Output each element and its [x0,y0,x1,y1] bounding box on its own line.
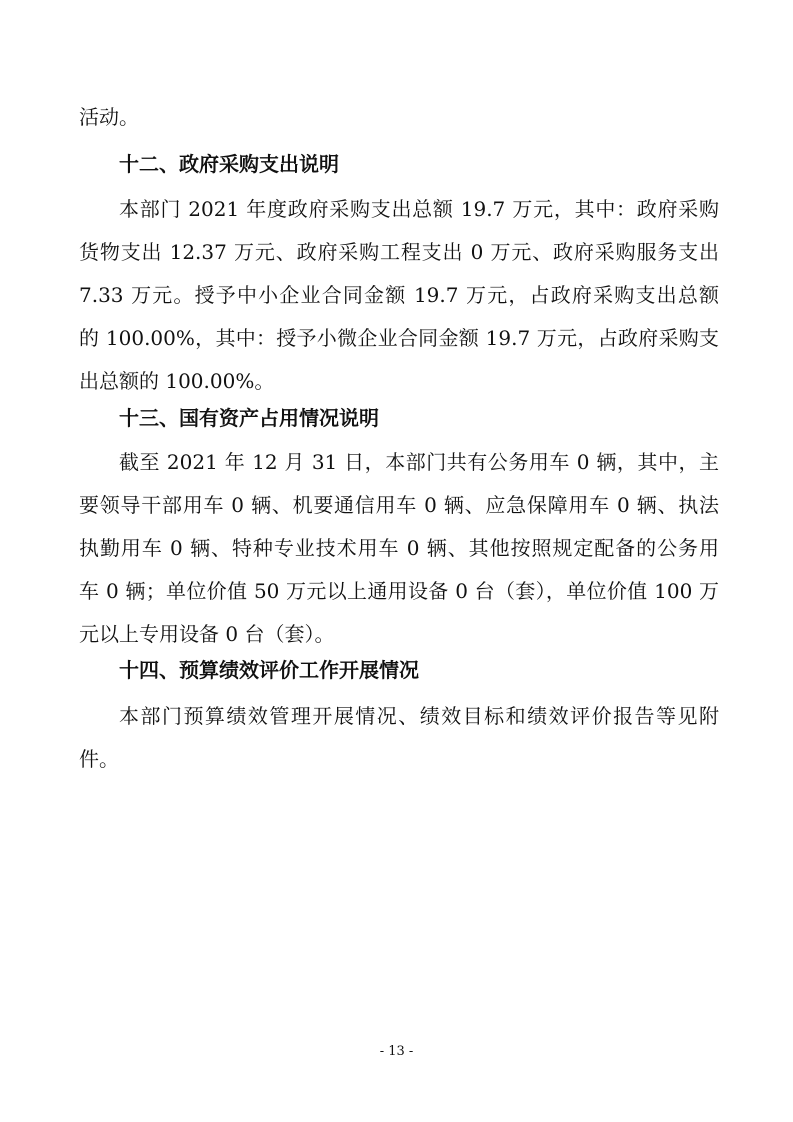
body-line: 元以上专用设备 0 台（套）。 [79,622,335,646]
body-line: 件。 [79,747,119,771]
body-line: 本部门 2021 年度政府采购支出总额 19.7 万元，其中：政府采购 [119,197,719,221]
body-line: 7.33 万元。授予中小企业合同金额 19.7 万元，占政府采购支出总额 [79,283,719,307]
body-line: 车 0 辆；单位价值 50 万元以上通用设备 0 台（套），单位价值 100 万 [79,579,719,603]
body-line: 货物支出 12.37 万元、政府采购工程支出 0 万元、政府采购服务支出 [79,240,719,264]
body-line: 截至 2021 年 12 月 31 日，本部门共有公务用车 0 辆，其中，主 [119,450,719,474]
body-line: 活动。 [79,105,139,129]
body-line: 出总额的 100.00%。 [79,369,275,393]
section-heading-procurement: 十二、政府采购支出说明 [119,152,339,176]
body-line: 执勤用车 0 辆、特种专业技术用车 0 辆、其他按照规定配备的公务用 [79,536,719,560]
body-line: 本部门预算绩效管理开展情况、绩效目标和绩效评价报告等见附 [119,704,719,728]
section-heading-assets: 十三、国有资产占用情况说明 [119,406,379,430]
body-line: 要领导干部用车 0 辆、机要通信用车 0 辆、应急保障用车 0 辆、执法 [79,493,719,517]
body-line: 的 100.00%，其中：授予小微企业合同金额 19.7 万元，占政府采购支 [79,326,719,350]
section-heading-performance: 十四、预算绩效评价工作开展情况 [119,658,419,682]
page-number: - 13 - [379,1044,414,1059]
